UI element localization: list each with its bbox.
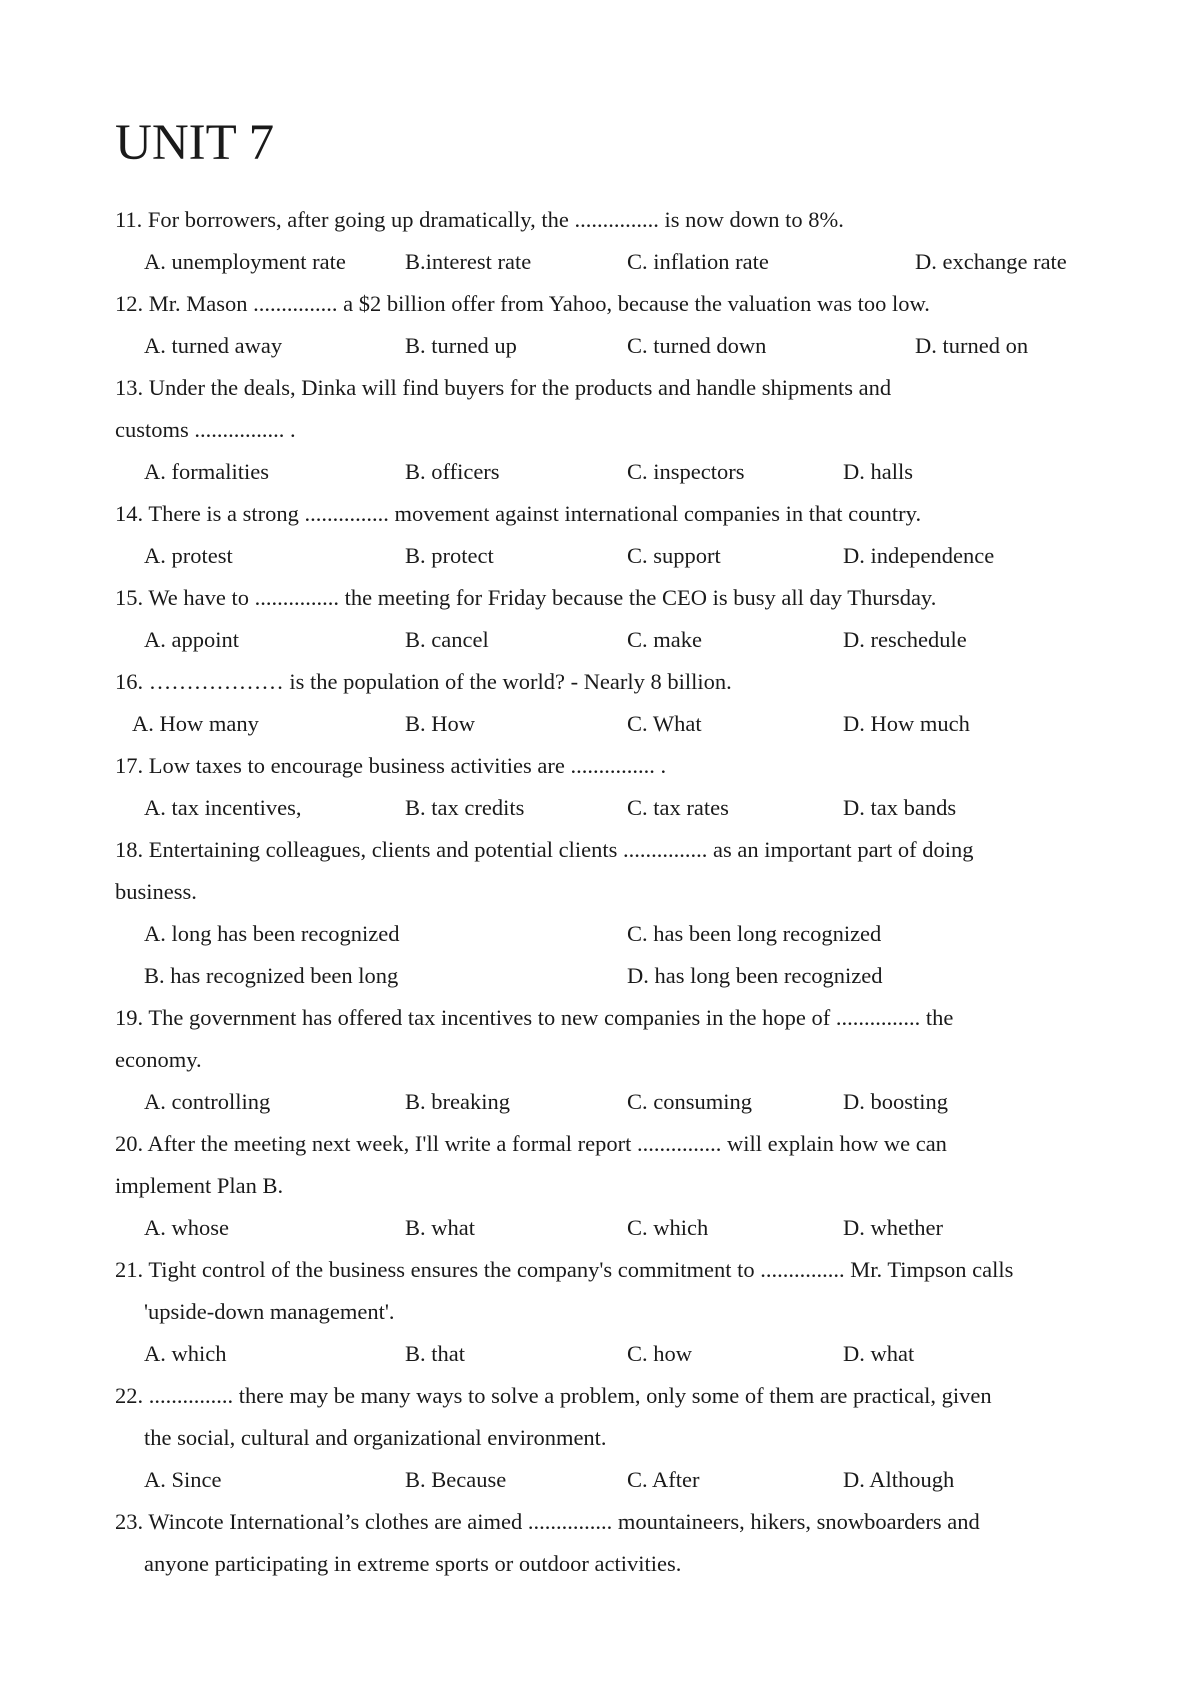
- question-11-option-a: A. unemployment rate: [144, 249, 346, 274]
- question-21-stem-line-2: 'upside-down management'.: [144, 1299, 395, 1324]
- question-18-stem-line-1: 18. Entertaining colleagues, clients and potential clients ............... as an important part of doing: [115, 837, 974, 862]
- question-22-option-b: B. Because: [405, 1467, 507, 1492]
- question-12-option-a: A. turned away: [144, 333, 283, 358]
- question-14-option-a: A. protest: [144, 543, 233, 568]
- question-12-option-d: D. turned on: [915, 333, 1029, 358]
- question-23-stem-line-2: anyone participating in extreme sports or outdoor activities.: [144, 1551, 682, 1576]
- question-16-option-d: D. How much: [843, 711, 970, 736]
- question-21-stem-line-1: 21. Tight control of the business ensures the company's commitment to ............... Mr. Timpson calls: [115, 1257, 1014, 1282]
- question-13-stem-line-2: customs ................ .: [115, 417, 296, 442]
- question-15-option-a: A. appoint: [144, 627, 239, 652]
- question-15-stem: 15. We have to ............... the meeting for Friday because the CEO is busy all day Thursday.: [115, 585, 937, 610]
- question-11-option-c: C. inflation rate: [627, 249, 769, 274]
- question-17-option-d: D. tax bands: [843, 795, 957, 820]
- question-14-option-d: D. independence: [843, 543, 995, 568]
- question-19-option-d: D. boosting: [843, 1089, 949, 1114]
- question-15-option-d: D. reschedule: [843, 627, 967, 652]
- question-22-option-d: D. Although: [843, 1467, 955, 1492]
- question-11-option-d: D. exchange rate: [915, 249, 1067, 274]
- question-18-option-b: B. has recognized been long: [144, 963, 399, 988]
- question-15-option-b: B. cancel: [405, 627, 489, 652]
- question-22-option-c: C. After: [627, 1467, 700, 1492]
- question-21-option-a: A. which: [144, 1341, 227, 1366]
- question-20-option-d: D. whether: [843, 1215, 943, 1240]
- question-20-stem-line-2: implement Plan B.: [115, 1173, 284, 1198]
- question-12-option-c: C. turned down: [627, 333, 767, 358]
- question-13-option-c: C. inspectors: [627, 459, 745, 484]
- question-20-option-b: B. what: [405, 1215, 475, 1240]
- question-22-stem-line-2: the social, cultural and organizational environment.: [144, 1425, 607, 1450]
- question-20-option-c: C. which: [627, 1215, 709, 1240]
- question-16-option-c: C. What: [627, 711, 702, 736]
- question-17-option-c: C. tax rates: [627, 795, 729, 820]
- question-19-option-a: A. controlling: [144, 1089, 271, 1114]
- question-22-stem-line-1: 22. ............... there may be many ways to solve a problem, only some of them are practical, given: [115, 1383, 992, 1408]
- question-21-option-d: D. what: [843, 1341, 915, 1366]
- question-16-option-b: B. How: [405, 711, 476, 736]
- question-21-option-b: B. that: [405, 1341, 465, 1366]
- question-18-option-a: A. long has been recognized: [144, 921, 400, 946]
- question-15-option-c: C. make: [627, 627, 702, 652]
- question-18-option-c: C. has been long recognized: [627, 921, 882, 946]
- question-19-option-b: B. breaking: [405, 1089, 510, 1114]
- question-20-option-a: A. whose: [144, 1215, 229, 1240]
- question-14-stem: 14. There is a strong ............... movement against international companies in that country.: [115, 501, 922, 526]
- question-14-option-b: B. protect: [405, 543, 494, 568]
- question-17-option-a: A. tax incentives,: [144, 795, 302, 820]
- question-12-option-b: B. turned up: [405, 333, 517, 358]
- question-23-stem-line-1: 23. Wincote International’s clothes are aimed ............... mountaineers, hikers, snowboarders and: [115, 1509, 980, 1534]
- question-19-stem-line-2: economy.: [115, 1047, 202, 1072]
- question-13-option-a: A. formalities: [144, 459, 269, 484]
- question-13-option-b: B. officers: [405, 459, 500, 484]
- question-18-stem-line-2: business.: [115, 879, 197, 904]
- question-19-option-c: C. consuming: [627, 1089, 753, 1114]
- question-12-stem: 12. Mr. Mason ............... a $2 billion offer from Yahoo, because the valuation was too low.: [115, 291, 930, 316]
- question-16-option-a: A. How many: [132, 711, 259, 736]
- question-21-option-c: C. how: [627, 1341, 693, 1366]
- question-11-stem: 11. For borrowers, after going up dramatically, the ............... is now down to 8%.: [115, 207, 844, 232]
- question-19-stem-line-1: 19. The government has offered tax incentives to new companies in the hope of ............... the: [115, 1005, 954, 1030]
- question-20-stem-line-1: 20. After the meeting next week, I'll write a formal report ............... will explain how we can: [115, 1131, 947, 1156]
- question-13-stem-line-1: 13. Under the deals, Dinka will find buyers for the products and handle shipments and: [115, 375, 892, 400]
- question-18-option-d: D. has long been recognized: [627, 963, 883, 988]
- question-17-stem: 17. Low taxes to encourage business activities are ............... .: [115, 753, 667, 778]
- question-14-option-c: C. support: [627, 543, 721, 568]
- page-title: UNIT 7: [115, 115, 275, 171]
- question-22-option-a: A. Since: [144, 1467, 222, 1492]
- question-13-option-d: D. halls: [843, 459, 913, 484]
- question-11-option-b: B.interest rate: [405, 249, 532, 274]
- question-16-stem: 16. ……………… is the population of the world? - Nearly 8 billion.: [115, 669, 732, 694]
- question-17-option-b: B. tax credits: [405, 795, 525, 820]
